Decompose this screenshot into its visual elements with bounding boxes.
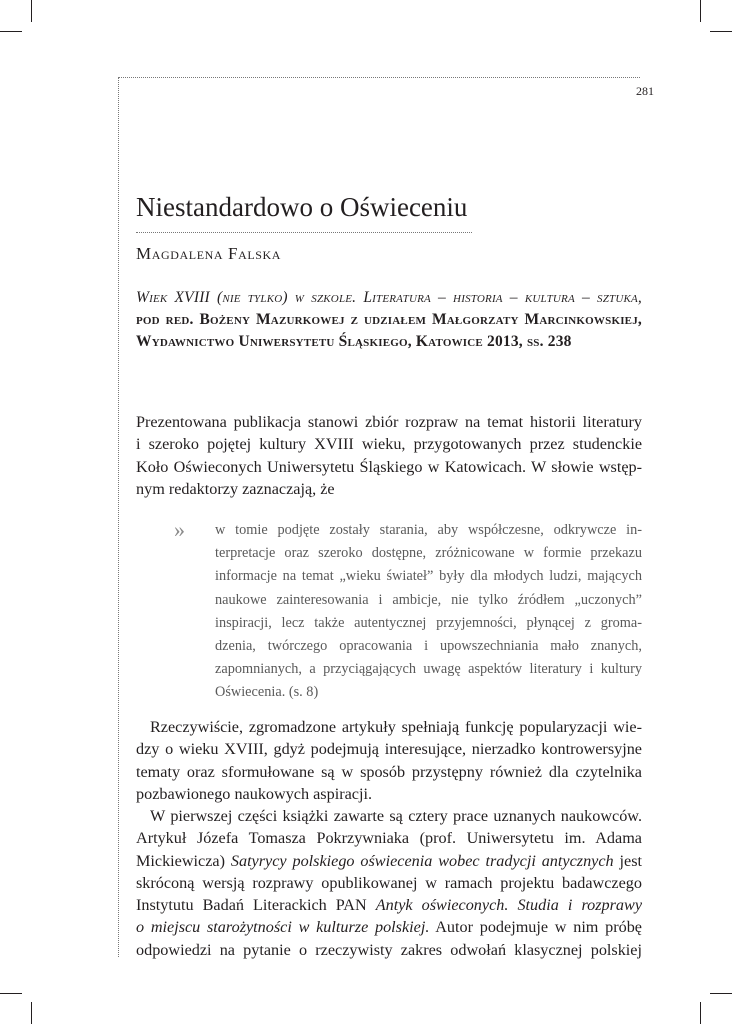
- crop-mark-top-left-h: [0, 31, 22, 32]
- crop-mark-bottom-right-v: [700, 1002, 701, 1024]
- book-title: o miejscu starożytności w kulturze polskiej.: [136, 918, 430, 937]
- text-line: dzy o wieku XVIII, gdyż podejmują interesujące, nierzadko kontrowersyjne: [136, 740, 642, 759]
- block-quote: [215, 519, 642, 705]
- quote-line: Oświecenia. (s. 8): [215, 684, 319, 701]
- text-run: Mickiewicza): [136, 851, 225, 870]
- text-line: tematy oraz sformułowane są w sposób przystępny również dla czytelnika: [136, 762, 642, 781]
- article-title: Niestandardowo o Oświeceniu: [136, 192, 468, 222]
- quote-line: informacje na temat „wieku świateł” były dla młodych ludzi, mających: [215, 568, 642, 585]
- quote-line: inspiracji, lecz także autentycznej przyjemności, płynącej z groma-: [215, 614, 642, 631]
- crop-mark-bottom-left-h: [0, 993, 22, 994]
- text-line: nym redaktorzy zaznaczają, że: [136, 479, 335, 498]
- frame-top-rule: [118, 77, 640, 78]
- biblio-line: pod red. Bożeny Mazurkowej z udziałem Małgorzaty Marcinkowskiej,: [136, 311, 642, 328]
- text-run: jest: [619, 851, 642, 870]
- text-line: i szeroko pojętej kultury XVIII wieku, przygotowanych przez studenckie: [136, 435, 642, 454]
- text-line: odpowiedzi na pytanie o rzeczywisty zakres odwołań klasycznej polskiej: [136, 940, 642, 959]
- bibliographic-note: [136, 287, 642, 353]
- quote-mark-icon: »: [174, 517, 185, 542]
- text-line: Prezentowana publikacja stanowi zbiór rozpraw na temat historii literatury: [136, 413, 642, 431]
- quote-line: terpretacje oraz szeroko dostępne, zróżnicowane w formie przekazu: [215, 545, 642, 562]
- text-line: pozbawionego naukowych aspiracji.: [136, 784, 372, 803]
- text-line: [136, 916, 642, 938]
- title-divider: [136, 232, 472, 233]
- paragraph-second: [136, 716, 642, 805]
- text-line: Koło Oświeconych Uniwersytetu Śląskiego w Katowicach. W słowie wstęp-: [136, 457, 642, 476]
- crop-mark-top-right-v: [700, 0, 701, 22]
- book-title: Antyk oświeconych. Studia i rozprawy: [375, 896, 643, 915]
- crop-mark-bottom-right-h: [710, 993, 732, 994]
- paragraph-third: [136, 805, 642, 961]
- crop-mark-bottom-left-v: [31, 1002, 32, 1024]
- text-line: [136, 894, 642, 916]
- frame-left-rule: [118, 77, 119, 957]
- text-line: skróconą wersją rozprawy opublikowanej w ramach projektu badawczego: [136, 873, 642, 892]
- text-line: Artykuł Józefa Tomasza Pokrzywniaka (prof. Uniwersytetu im. Adama: [136, 829, 642, 848]
- quote-line: w tomie podjęte zostały starania, aby współczesne, odkrywcze in-: [215, 522, 642, 538]
- quote-line: zapomnianych, a przyciągających uwagę aspektów literatury i kultury: [215, 661, 642, 678]
- author-name: Magdalena Falska: [136, 244, 282, 263]
- page-number: 281: [636, 84, 654, 98]
- text-run: Instytutu Badań Literackich PAN: [136, 896, 367, 915]
- biblio-line: Wiek XVIII (nie tylko) w szkole. Literatura – historia – kultura – sztuka,: [136, 289, 642, 306]
- quote-line: naukowe zainteresowania i ambicje, nie tylko źródłem „uczonych”: [215, 591, 642, 608]
- crop-mark-top-right-h: [710, 31, 732, 32]
- paragraph-intro: [136, 411, 642, 500]
- text-line: [136, 850, 642, 872]
- crop-mark-top-left-v: [31, 0, 32, 22]
- quote-line: dzenia, twórczego opracowania i upowszechniania mało znanych,: [215, 638, 642, 655]
- text-run: Autor podejmuje w nim próbę: [435, 918, 642, 937]
- book-title: Satyrycy polskiego oświecenia wobec tradycji antycznych: [230, 851, 614, 870]
- text-line: W pierwszej części książki zawarte są cztery prace uznanych naukowców.: [150, 807, 642, 825]
- text-line: Rzeczywiście, zgromadzone artykuły spełniają funkcję popularyzacji wie-: [150, 718, 642, 736]
- biblio-line: Wydawnictwo Uniwersytetu Śląskiego, Katowice 2013, ss. 238: [136, 333, 572, 350]
